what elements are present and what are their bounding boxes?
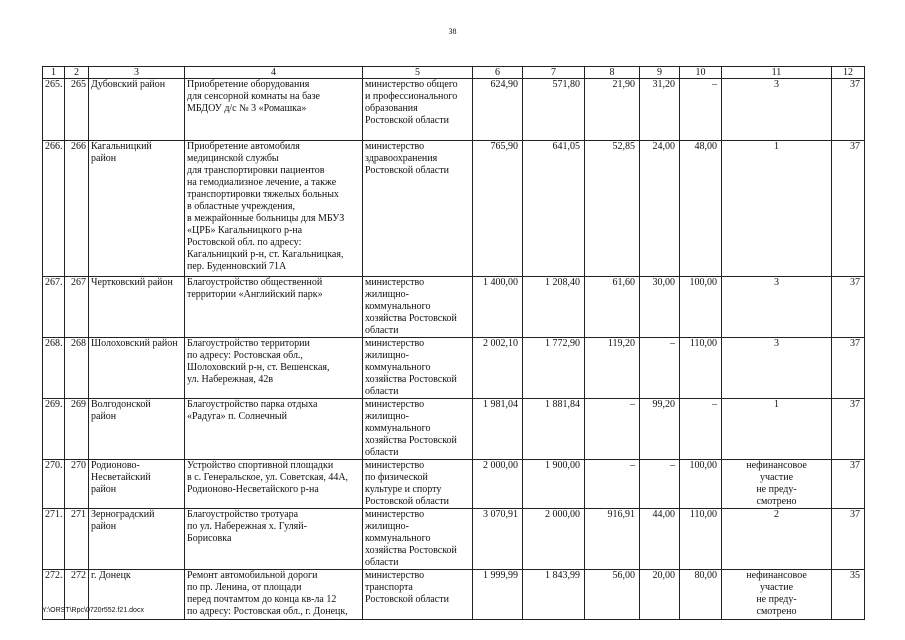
amount-col9-cell: 31,20 bbox=[640, 79, 680, 141]
project-description-cell: Благоустройство парка отдыха «Радуга» п. Солнечный bbox=[185, 399, 363, 460]
amount-regional-cell: 571,80 bbox=[523, 79, 585, 141]
column-number-row bbox=[43, 67, 865, 79]
amount-col10-cell: 110,00 bbox=[680, 509, 722, 570]
district-cell: Волгодонской район bbox=[89, 399, 185, 460]
participation-cell: 3 bbox=[722, 338, 832, 399]
amount-col9-cell: 44,00 bbox=[640, 509, 680, 570]
row-number: 266 bbox=[65, 141, 89, 277]
project-description-cell: Благоустройство тротуара по ул. Набережная х. Гуляй- Борисовка bbox=[185, 509, 363, 570]
district-cell: Чертковский район bbox=[89, 277, 185, 338]
row-index: 268. bbox=[43, 338, 65, 399]
amount-regional-cell: 641,05 bbox=[523, 141, 585, 277]
row-index: 269. bbox=[43, 399, 65, 460]
table-row bbox=[43, 338, 865, 399]
row-index: 266. bbox=[43, 141, 65, 277]
column-header: 7 bbox=[523, 67, 585, 79]
amount-col9-cell: 24,00 bbox=[640, 141, 680, 277]
code-cell: 37 bbox=[832, 460, 865, 509]
table-row bbox=[43, 570, 865, 620]
participation-cell: нефинансовое участие не преду- смотрено bbox=[722, 570, 832, 620]
amount-total-cell: 2 002,10 bbox=[473, 338, 523, 399]
amount-local-cell: – bbox=[585, 460, 640, 509]
table-row bbox=[43, 277, 865, 338]
column-header: 6 bbox=[473, 67, 523, 79]
row-number: 272 bbox=[65, 570, 89, 620]
amount-local-cell: – bbox=[585, 399, 640, 460]
code-cell: 37 bbox=[832, 79, 865, 141]
amount-col10-cell: 110,00 bbox=[680, 338, 722, 399]
participation-cell: 1 bbox=[722, 399, 832, 460]
amount-col10-cell: 100,00 bbox=[680, 277, 722, 338]
participation-cell: 2 bbox=[722, 509, 832, 570]
district-cell: Дубовский район bbox=[89, 79, 185, 141]
code-cell: 37 bbox=[832, 399, 865, 460]
amount-total-cell: 765,90 bbox=[473, 141, 523, 277]
row-index: 271. bbox=[43, 509, 65, 570]
amount-total-cell: 1 981,04 bbox=[473, 399, 523, 460]
table-row bbox=[43, 509, 865, 570]
row-index: 270. bbox=[43, 460, 65, 509]
file-path-footer: Y:\ORST\Rpc\0720r552.f21.docx bbox=[42, 607, 144, 614]
participation-cell: 1 bbox=[722, 141, 832, 277]
ministry-cell: министерство жилищно- коммунального хозяйства Ростовской области bbox=[363, 277, 473, 338]
district-cell: Кагальницкий район bbox=[89, 141, 185, 277]
amount-regional-cell: 1 881,84 bbox=[523, 399, 585, 460]
ministry-cell: министерство общего и профессионального образования Ростовской области bbox=[363, 79, 473, 141]
table-row bbox=[43, 141, 865, 277]
column-header: 10 bbox=[680, 67, 722, 79]
column-header: 4 bbox=[185, 67, 363, 79]
ministry-cell: министерство здравоохранения Ростовской области bbox=[363, 141, 473, 277]
table-row bbox=[43, 79, 865, 141]
amount-regional-cell: 1 843,99 bbox=[523, 570, 585, 620]
ministry-cell: министерство жилищно- коммунального хозяйства Ростовской области bbox=[363, 509, 473, 570]
amount-col10-cell: 48,00 bbox=[680, 141, 722, 277]
amount-regional-cell: 1 772,90 bbox=[523, 338, 585, 399]
code-cell: 35 bbox=[832, 570, 865, 620]
column-header: 2 bbox=[65, 67, 89, 79]
amount-total-cell: 1 999,99 bbox=[473, 570, 523, 620]
table-row bbox=[43, 399, 865, 460]
project-description-cell: Приобретение автомобиля медицинской службы для транспортировки пациентов на гемодиализное лечение, а также транспортировки тяжелых больных в областные учреждения, в межрайонные больницы для МБУЗ «ЦРБ» Кагальницкого р-на Ростовской обл. по адресу: Кагальницкий р-н, ст. Кагальницкая, пер. Буденновский 71А bbox=[185, 141, 363, 277]
amount-total-cell: 2 000,00 bbox=[473, 460, 523, 509]
column-header: 9 bbox=[640, 67, 680, 79]
amount-col10-cell: 80,00 bbox=[680, 570, 722, 620]
column-header: 11 bbox=[722, 67, 832, 79]
row-number: 268 bbox=[65, 338, 89, 399]
district-cell: Родионово- Несветайский район bbox=[89, 460, 185, 509]
code-cell: 37 bbox=[832, 338, 865, 399]
page-number: 38 bbox=[448, 27, 457, 36]
row-index: 272. bbox=[43, 570, 65, 620]
code-cell: 37 bbox=[832, 509, 865, 570]
column-header: 1 bbox=[43, 67, 65, 79]
amount-regional-cell: 2 000,00 bbox=[523, 509, 585, 570]
project-description-cell: Устройство спортивной площадки в с. Генеральское, ул. Советская, 44А, Родионово-Несветайского р-на bbox=[185, 460, 363, 509]
column-header: 5 bbox=[363, 67, 473, 79]
district-cell: Зерноградский район bbox=[89, 509, 185, 570]
district-cell: Шолоховский район bbox=[89, 338, 185, 399]
row-number: 271 bbox=[65, 509, 89, 570]
district-cell: г. Донецк bbox=[89, 570, 185, 620]
participation-cell: нефинансовое участие не преду- смотрено bbox=[722, 460, 832, 509]
amount-col9-cell: 30,00 bbox=[640, 277, 680, 338]
row-index: 267. bbox=[43, 277, 65, 338]
amount-total-cell: 624,90 bbox=[473, 79, 523, 141]
amount-col9-cell: – bbox=[640, 338, 680, 399]
amount-local-cell: 61,60 bbox=[585, 277, 640, 338]
project-description-cell: Благоустройство территории по адресу: Ростовская обл., Шолоховский р-н, ст. Вешенская, ул. Набережная, 42в bbox=[185, 338, 363, 399]
amount-local-cell: 119,20 bbox=[585, 338, 640, 399]
amount-col10-cell: – bbox=[680, 399, 722, 460]
amount-local-cell: 21,90 bbox=[585, 79, 640, 141]
ministry-cell: министерство жилищно- коммунального хозяйства Ростовской области bbox=[363, 399, 473, 460]
amount-total-cell: 1 400,00 bbox=[473, 277, 523, 338]
row-number: 270 bbox=[65, 460, 89, 509]
participation-cell: 3 bbox=[722, 277, 832, 338]
amount-local-cell: 52,85 bbox=[585, 141, 640, 277]
ministry-cell: министерство транспорта Ростовской области bbox=[363, 570, 473, 620]
row-index: 265. bbox=[43, 79, 65, 141]
amount-local-cell: 56,00 bbox=[585, 570, 640, 620]
ministry-cell: министерство по физической культуре и спорту Ростовской области bbox=[363, 460, 473, 509]
amount-total-cell: 3 070,91 bbox=[473, 509, 523, 570]
amount-col9-cell: 20,00 bbox=[640, 570, 680, 620]
project-description-cell: Приобретение оборудования для сенсорной комнаты на базе МБДОУ д/с № 3 «Ромашка» bbox=[185, 79, 363, 141]
amount-regional-cell: 1 900,00 bbox=[523, 460, 585, 509]
code-cell: 37 bbox=[832, 277, 865, 338]
participation-cell: 3 bbox=[722, 79, 832, 141]
project-description-cell: Ремонт автомобильной дороги по пр. Ленина, от площади перед почтамтом до конца кв-ла 12 по адресу: Ростовская обл., г. Донецк, bbox=[185, 570, 363, 620]
amount-col9-cell: – bbox=[640, 460, 680, 509]
funding-table bbox=[42, 66, 865, 620]
amount-regional-cell: 1 208,40 bbox=[523, 277, 585, 338]
column-header: 3 bbox=[89, 67, 185, 79]
amount-col10-cell: 100,00 bbox=[680, 460, 722, 509]
ministry-cell: министерство жилищно- коммунального хозяйства Ростовской области bbox=[363, 338, 473, 399]
column-header: 8 bbox=[585, 67, 640, 79]
row-number: 269 bbox=[65, 399, 89, 460]
amount-col9-cell: 99,20 bbox=[640, 399, 680, 460]
project-description-cell: Благоустройство общественной территории «Английский парк» bbox=[185, 277, 363, 338]
amount-local-cell: 916,91 bbox=[585, 509, 640, 570]
row-number: 265 bbox=[65, 79, 89, 141]
amount-col10-cell: – bbox=[680, 79, 722, 141]
table-row bbox=[43, 460, 865, 509]
column-header: 12 bbox=[832, 67, 865, 79]
row-number: 267 bbox=[65, 277, 89, 338]
code-cell: 37 bbox=[832, 141, 865, 277]
